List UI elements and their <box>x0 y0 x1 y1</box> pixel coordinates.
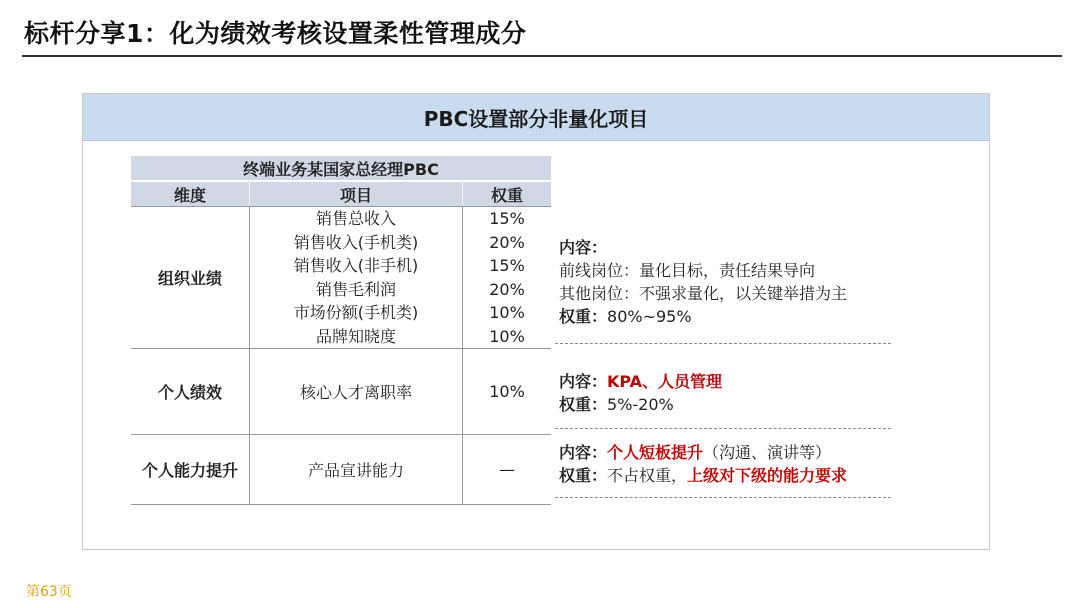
note-content-label: 内容： <box>559 443 608 462</box>
note-personal-performance <box>559 370 729 416</box>
note-weight-plain: 不占权重， <box>607 466 688 485</box>
note-weight-value: 80%~95% <box>607 307 692 326</box>
panel-header: PBC设置部分非量化项目 <box>83 94 989 141</box>
note-line: 其他岗位：不强求量化，以关键举措为主 <box>559 284 848 303</box>
weight-text: 15% <box>489 209 525 228</box>
dashed-divider <box>555 343 891 344</box>
pbc-table <box>131 156 551 505</box>
item-text: 销售收入(手机类) <box>293 232 419 252</box>
dashed-divider <box>555 497 891 498</box>
dashed-divider <box>555 428 891 429</box>
note-capability-improvement <box>559 441 891 487</box>
weight-cell: 10% <box>463 349 552 435</box>
note-weight-label: 权重： <box>559 395 608 414</box>
weight-text: 10% <box>489 303 525 322</box>
note-weight-label: 权重： <box>559 307 608 326</box>
table-row <box>131 207 551 349</box>
weight-text: 15% <box>489 256 525 275</box>
note-organizational-performance <box>559 236 891 328</box>
dimension-cell: 个人绩效 <box>131 349 250 435</box>
note-line: 前线岗位：量化目标，责任结果导向 <box>559 261 816 280</box>
pbc-panel <box>82 93 990 550</box>
note-weight-label: 权重： <box>559 466 608 485</box>
column-header-dimension: 维度 <box>131 181 250 207</box>
item-cell: 核心人才离职率 <box>250 349 463 435</box>
item-text: 品牌知晓度 <box>315 326 396 346</box>
slide-title: 标杆分享1：化为绩效考核设置柔性管理成分 <box>24 19 527 48</box>
weight-text: 20% <box>489 232 525 252</box>
note-content-emphasis: 个人短板提升 <box>607 443 704 462</box>
note-weight-emphasis: 上级对下级的能力要求 <box>687 466 848 485</box>
weight-text: 10% <box>489 326 525 346</box>
dimension-cell: 个人能力提升 <box>131 435 250 505</box>
title-divider <box>22 55 1062 57</box>
page-number: 第63页 <box>26 584 72 600</box>
note-content-label: 内容： <box>559 372 608 391</box>
weight-text: 20% <box>489 279 525 299</box>
table-row <box>131 435 551 505</box>
weight-cell: — <box>463 435 552 505</box>
note-weight-value: 5%-20% <box>607 395 674 414</box>
item-cell: 产品宣讲能力 <box>250 435 463 505</box>
table-caption: 终端业务某国家总经理PBC <box>131 156 551 181</box>
item-cell-group <box>250 207 463 349</box>
column-header-weight: 权重 <box>463 181 552 207</box>
note-content-emphasis: KPA、人员管理 <box>607 372 723 391</box>
dimension-cell: 组织业绩 <box>131 207 250 349</box>
note-content-rest: （沟通、演讲等） <box>703 443 832 462</box>
table-row <box>131 349 551 435</box>
item-text: 销售收入(非手机) <box>293 256 419 275</box>
note-content-label: 内容： <box>559 238 608 257</box>
item-text: 销售总收入 <box>315 209 396 228</box>
column-header-item: 项目 <box>250 181 463 207</box>
item-text: 销售毛利润 <box>315 279 396 299</box>
item-text: 市场份额(手机类) <box>293 303 419 322</box>
weight-cell-group <box>463 207 552 349</box>
